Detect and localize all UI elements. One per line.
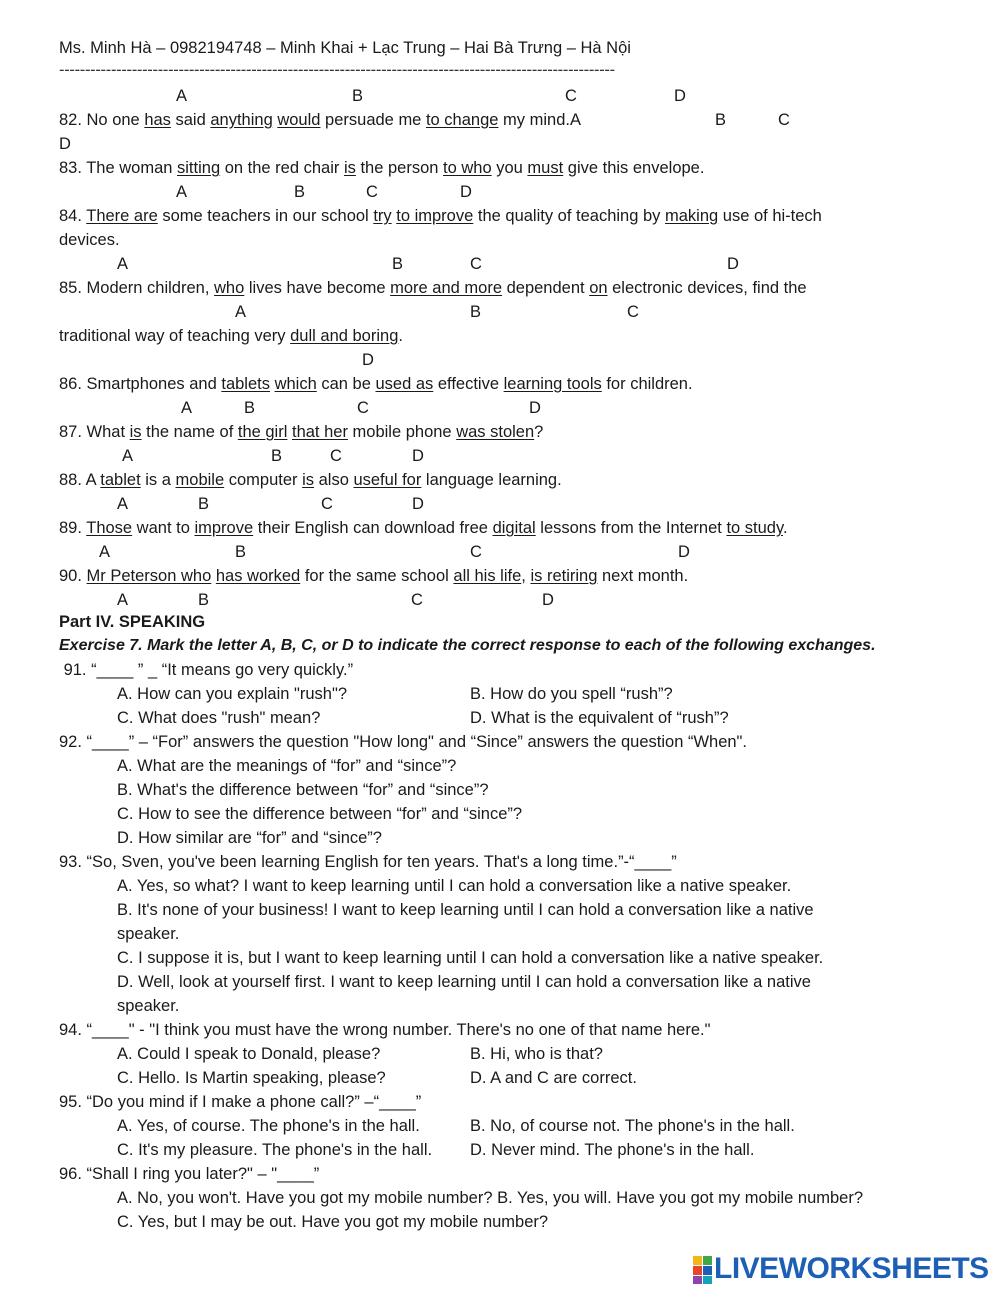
answer-option[interactable]: A. Yes, of course. The phone's in the hall. — [117, 1117, 420, 1135]
question-86: 86. Smartphones and tablets which can be used as effective learning tools for children. — [59, 375, 693, 393]
answer-option[interactable]: A. Yes, so what? I want to keep learning until I can hold a conversation like a native speaker. — [117, 877, 792, 895]
option-letter: C — [330, 447, 342, 465]
answer-option[interactable]: D. What is the equivalent of “rush”? — [470, 709, 729, 727]
option-letter: A — [122, 447, 134, 465]
answer-option[interactable]: B. No, of course not. The phone's in the hall. — [470, 1117, 795, 1135]
option-letter: D — [59, 135, 71, 153]
option-letter: A — [235, 303, 247, 321]
option-letter: B — [470, 303, 482, 321]
option-letter: D — [678, 543, 690, 561]
option-letter: C — [366, 183, 378, 201]
question-83: 83. The woman sitting on the red chair is the person to who you must give this envelope. — [59, 159, 705, 177]
question-94: 94. “____" - "I think you must have the wrong number. There's no one of that name here." — [59, 1021, 711, 1039]
option-letter: D — [529, 399, 541, 417]
option-letter: A — [181, 399, 193, 417]
option-letter: A — [176, 87, 188, 105]
section-heading: Part IV. SPEAKING — [59, 613, 206, 631]
answer-option[interactable]: C. I suppose it is, but I want to keep learning until I can hold a conversation like a native speaker. — [117, 949, 824, 967]
option-letter: D — [412, 495, 424, 513]
option-letter: D — [412, 447, 424, 465]
option-letter: B — [198, 495, 210, 513]
option-letter: C — [778, 111, 790, 129]
option-letter: B — [715, 111, 727, 129]
answer-option[interactable]: C. Yes, but I may be out. Have you got my mobile number? — [117, 1213, 549, 1231]
answer-option-continuation[interactable]: speaker. — [117, 997, 180, 1015]
answer-option[interactable]: C. How to see the difference between “for” and “since”? — [117, 805, 523, 823]
question-96: 96. “Shall I ring you later?" – "____” — [59, 1165, 320, 1183]
answer-option[interactable]: A. Could I speak to Donald, please? — [117, 1045, 381, 1063]
liveworksheets-logo[interactable] — [693, 1253, 989, 1285]
option-letter: A — [117, 255, 129, 273]
answer-option[interactable]: B. What's the difference between “for” and “since”? — [117, 781, 489, 799]
question-88: 88. A tablet is a mobile computer is also useful for language learning. — [59, 471, 562, 489]
answer-option[interactable]: D. Well, look at yourself first. I want to keep learning until I can hold a conversation like a native — [117, 973, 811, 991]
option-letter: D — [362, 351, 374, 369]
option-letter: C — [565, 87, 577, 105]
question-92: 92. “____” – “For” answers the question "How long" and “Since” answers the question “When". — [59, 733, 747, 751]
answer-option-continuation[interactable]: speaker. — [117, 925, 180, 943]
answer-option[interactable]: C. What does "rush" mean? — [117, 709, 321, 727]
question-91: 91. “____ ” _ “It means go very quickly.” — [59, 661, 354, 679]
question-95: 95. “Do you mind if I make a phone call?” –“____” — [59, 1093, 422, 1111]
option-letter: B — [271, 447, 283, 465]
answer-option[interactable]: C. Hello. Is Martin speaking, please? — [117, 1069, 386, 1087]
option-letter: D — [460, 183, 472, 201]
option-letter: A — [117, 591, 129, 609]
answer-option[interactable]: D. Never mind. The phone's in the hall. — [470, 1141, 755, 1159]
liveworksheets-logo-icon — [693, 1256, 711, 1282]
option-letter: B — [294, 183, 306, 201]
answer-option[interactable]: C. It's my pleasure. The phone's in the hall. — [117, 1141, 433, 1159]
answer-option[interactable]: B. It's none of your business! I want to keep learning until I can hold a conversation like a native — [117, 901, 814, 919]
option-letter: C — [627, 303, 639, 321]
option-letter: C — [470, 543, 482, 561]
question-85-continuation: traditional way of teaching very dull and boring. — [59, 327, 403, 345]
header-rule: ----------------------------------------------------------------------------------------------------------- — [59, 61, 615, 79]
option-letter: C — [357, 399, 369, 417]
option-letter: B — [235, 543, 247, 561]
page-header: Ms. Minh Hà – 0982194748 – Minh Khai + Lạc Trung – Hai Bà Trưng – Hà Nội — [59, 39, 631, 57]
option-letter: B — [392, 255, 404, 273]
answer-option[interactable]: B. Hi, who is that? — [470, 1045, 603, 1063]
exercise-instructions: Exercise 7. Mark the letter A, B, C, or D to indicate the correct response to each of the following exchanges. — [59, 637, 876, 654]
question-90: 90. Mr Peterson who has worked for the same school all his life, is retiring next month. — [59, 567, 689, 585]
answer-option[interactable]: A. How can you explain "rush"? — [117, 685, 348, 703]
option-letter: A — [176, 183, 188, 201]
answer-option[interactable]: A. What are the meanings of “for” and “since”? — [117, 757, 457, 775]
question-93: 93. “So, Sven, you've been learning English for ten years. That's a long time.”-“____” — [59, 853, 677, 871]
option-letter: B — [244, 399, 256, 417]
option-letter: D — [674, 87, 686, 105]
option-letter: A — [99, 543, 111, 561]
option-letter: C — [411, 591, 423, 609]
option-letter: B — [198, 591, 210, 609]
option-letter: A — [117, 495, 129, 513]
logo-text: LIVEWORKSHEETS — [714, 1252, 989, 1285]
answer-option[interactable]: D. How similar are “for” and “since”? — [117, 829, 382, 847]
answer-option[interactable]: B. How do you spell “rush”? — [470, 685, 673, 703]
answer-option[interactable]: D. A and C are correct. — [470, 1069, 637, 1087]
question-84: 84. There are some teachers in our school try to improve the quality of teaching by making use of hi-tech — [59, 207, 822, 225]
option-letter: D — [542, 591, 554, 609]
option-letter: D — [727, 255, 739, 273]
option-letter: C — [321, 495, 333, 513]
question-89: 89. Those want to improve their English can download free digital lessons from the Internet to study. — [59, 519, 788, 537]
question-84-continuation: devices. — [59, 231, 120, 249]
answer-option[interactable]: A. No, you won't. Have you got my mobile number? B. Yes, you will. Have you got my mobile number? — [117, 1189, 864, 1207]
question-87: 87. What is the name of the girl that her mobile phone was stolen? — [59, 423, 544, 441]
option-letter: C — [470, 255, 482, 273]
option-letter: B — [352, 87, 364, 105]
question-85: 85. Modern children, who lives have become more and more dependent on electronic devices, find the — [59, 279, 807, 297]
question-82: 82. No one has said anything would persuade me to change my mind.A — [59, 111, 581, 129]
